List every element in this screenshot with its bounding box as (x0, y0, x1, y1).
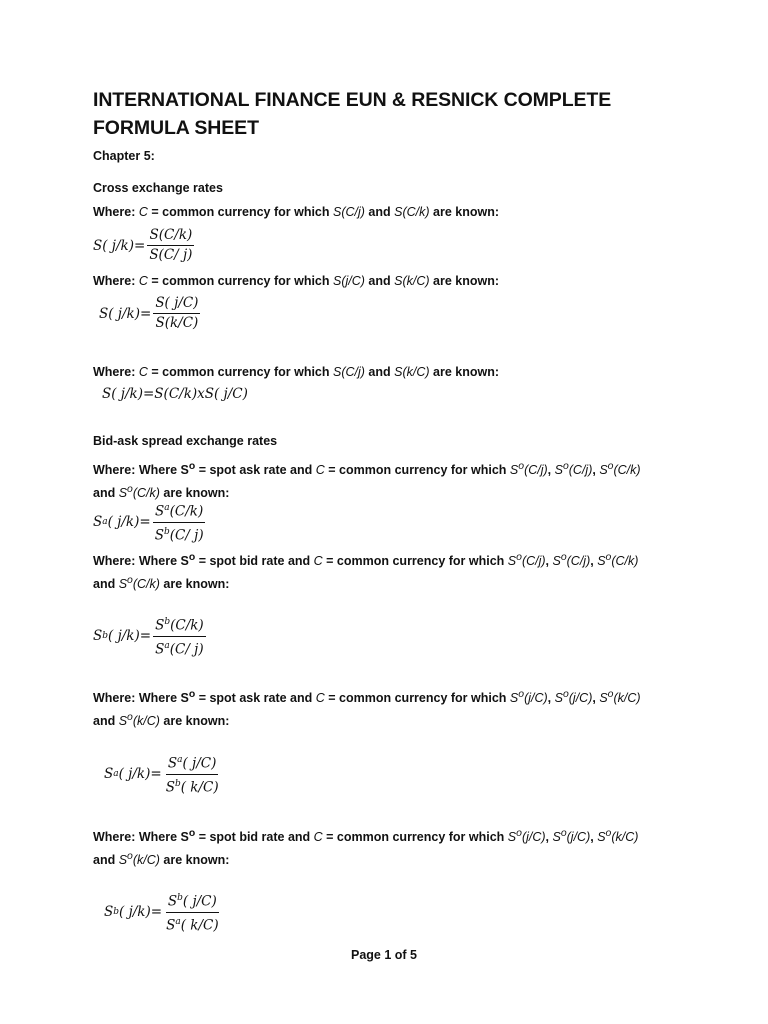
definition-paragraph: Where: C = common currency for which S(C/j) and S(k/C) are known: (93, 365, 500, 379)
fraction: $\frac{S^b( j/C)}{S^a( k/C)}$ (164, 890, 221, 934)
fraction: $\frac{S(C/k)}{S(C/ j)}$ (149, 227, 193, 263)
formula-cross-rate-3: S( j/k)=S(C/k)xS( j/C) (102, 386, 248, 402)
page-title: INTERNATIONAL FINANCE EUN & RESNICK COMPLETE FORMULA SHEET (93, 89, 612, 139)
fraction: $\frac{S( j/C)}{S(k/C)}$ (155, 295, 199, 331)
chapter-heading: Chapter 5: (93, 149, 155, 163)
formula-cross-rate-1: S( j/k)= $\frac{S(C/k)}{S(C/ j)}$ (93, 227, 193, 263)
formula-cross-rate-2: S( j/k)= $\frac{S( j/C)}{S(k/C)}$ (99, 295, 199, 331)
fraction: $\frac{S^b(C/k)}{S^a(C/ j)}$ (153, 614, 206, 658)
definition-paragraph: Where: Where $S^o$ = spot bid rate and C = common currency for which $S^o(j/C)$, $S^o(j/C)$, $S^o(k/C)$ and $S^o(k/C)$ are known: (93, 828, 639, 868)
definition-paragraph: Where: Where $S^o$ = spot ask rate and C = common currency for which $S^o(C/j)$, $S^o(C/j)$, $S^o(C/k)$ and $S^o(C/k)$ are known: (93, 461, 641, 501)
page-number-footer: Page 1 of 5 (350, 948, 417, 962)
formula-bid-ask-2: S b ( j/k)= $\frac{S^b(C/k)}{S^a(C/ j)}$ (93, 614, 206, 658)
section-heading-cross-rates: Cross exchange rates (93, 181, 223, 195)
definition-paragraph: Where: Where $S^o$ = spot ask rate and C = common currency for which $S^o(j/C)$, $S^o(j/C)$, $S^o(k/C)$ and $S^o(k/C)$ are known: (93, 689, 641, 729)
formula-bid-ask-1: S a ( j/k)= $\frac{S^a(C/k)}{S^b(C/ j)}$ (93, 500, 206, 544)
fraction: $\frac{S^a( j/C)}{S^b( k/C)}$ (164, 752, 221, 796)
definition-paragraph: Where: C = common currency for which S(j/C) and S(k/C) are known: (93, 274, 500, 288)
fraction: $\frac{S^a(C/k)}{S^b(C/ j)}$ (153, 500, 206, 544)
formula-bid-ask-3: S a ( j/k)= $\frac{S^a( j/C)}{S^b( k/C)}$ (104, 752, 221, 796)
definition-paragraph: Where: Where $S^o$ = spot bid rate and C = common currency for which $S^o(C/j)$, $S^o(C/j)$, $S^o(C/k)$ and $S^o(C/k)$ are known: (93, 552, 639, 592)
definition-paragraph: Where: C = common currency for which S(C/j) and S(C/k) are known: (93, 205, 500, 219)
formula-bid-ask-4: S b ( j/k)= $\frac{S^b( j/C)}{S^a( k/C)}$ (104, 890, 221, 934)
section-heading-bid-ask: Bid-ask spread exchange rates (93, 434, 278, 448)
